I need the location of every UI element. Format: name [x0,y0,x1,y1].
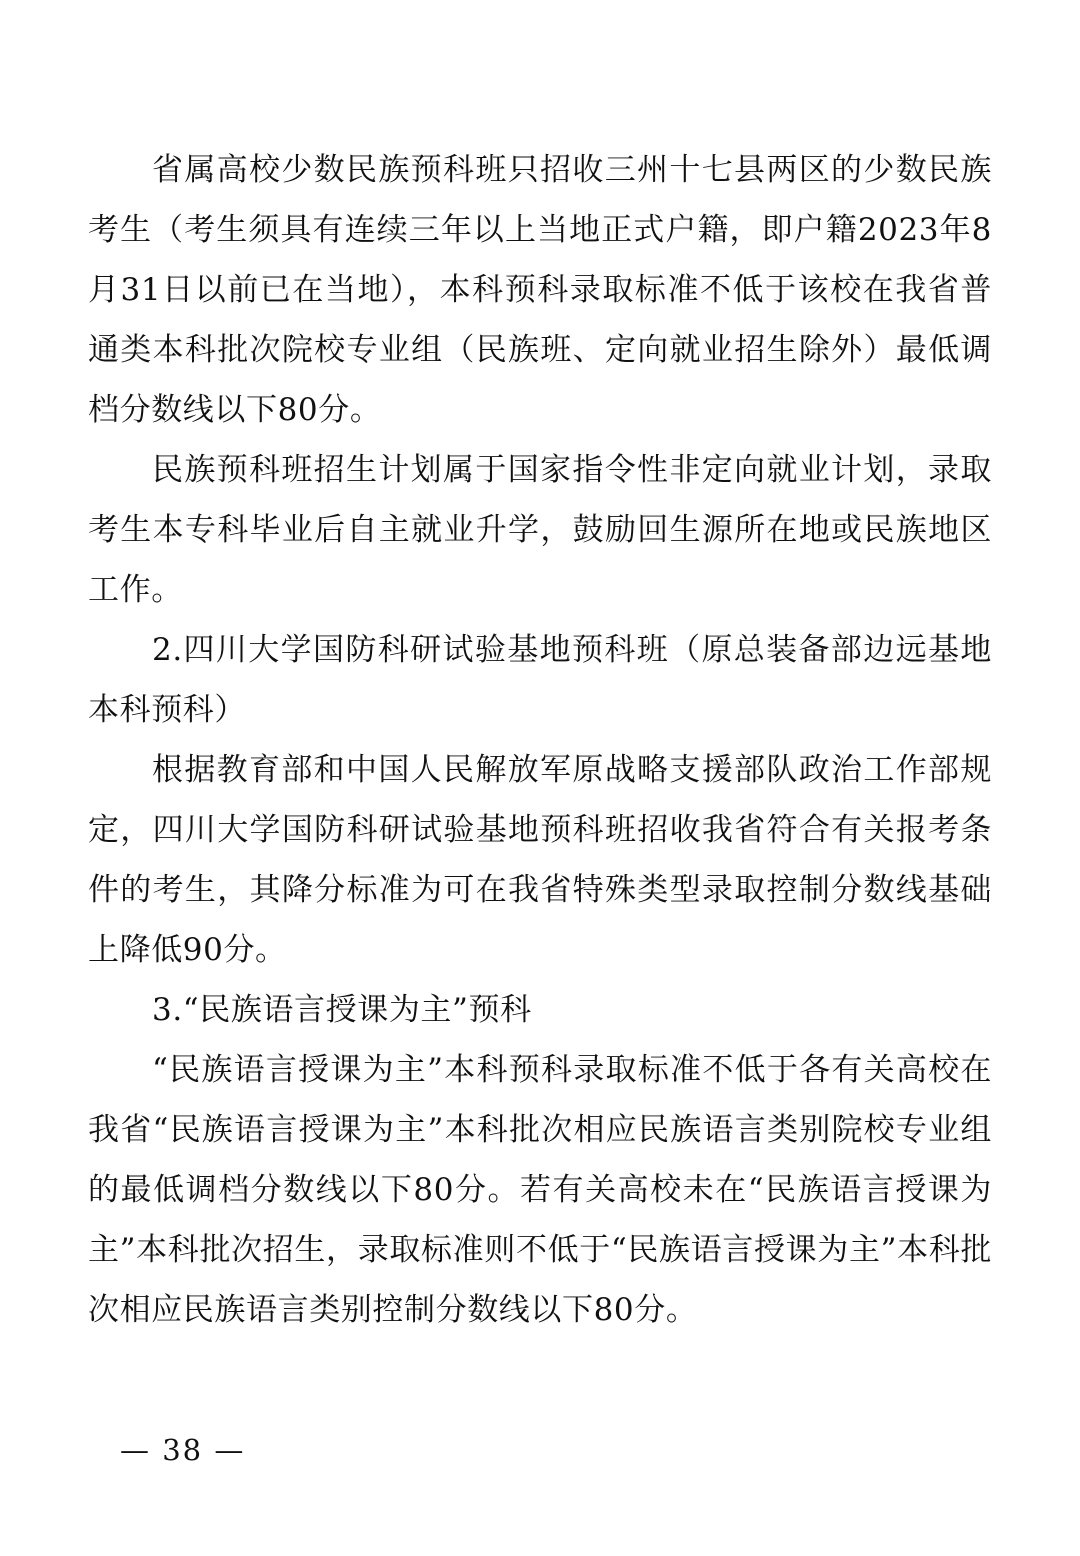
page-number: — 38 — [120,1433,246,1467]
paragraph-minority-preparatory-admission: 省属高校少数民族预科班只招收三州十七县两区的少数民族考生（考生须具有连续三年以上当地正式户籍，即户籍2023年8月31日以前已在当地），本科预科录取标准不低于该校在我省普通类本科批次院校专业组（民族班、定向就业招生除外）最低调档分数线以下80分。 [88,152,992,428]
section-heading-2: 2.四川大学国防科研试验基地预科班（原总装备部边远基地本科预科） [88,632,992,728]
paragraph-ethnic-language-rules: “民族语言授课为主”本科预科录取标准不低于各有关高校在我省“民族语言授课为主”本科批次相应民族语言类别院校专业组的最低调档分数线以下80分。若有关高校未在“民族语言授课为主”本科批次招生，录取标准则不低于“民族语言授课为主”本科批次相应民族语言类别控制分数线以下80分。 [88,1052,992,1328]
paragraph-enrollment-plan: 民族预科班招生计划属于国家指令性非定向就业计划，录取考生本专科毕业后自主就业升学，鼓励回生源所在地或民族地区工作。 [88,452,992,608]
section-heading-3: 3.“民族语言授课为主”预科 [152,992,532,1028]
paragraph-defense-base-rules: 根据教育部和中国人民解放军原战略支援部队政治工作部规定，四川大学国防科研试验基地预科班招收我省符合有关报考条件的考生，其降分标准为可在我省特殊类型录取控制分数线基础上降低90分。 [88,752,992,968]
page-content [88,140,992,1340]
